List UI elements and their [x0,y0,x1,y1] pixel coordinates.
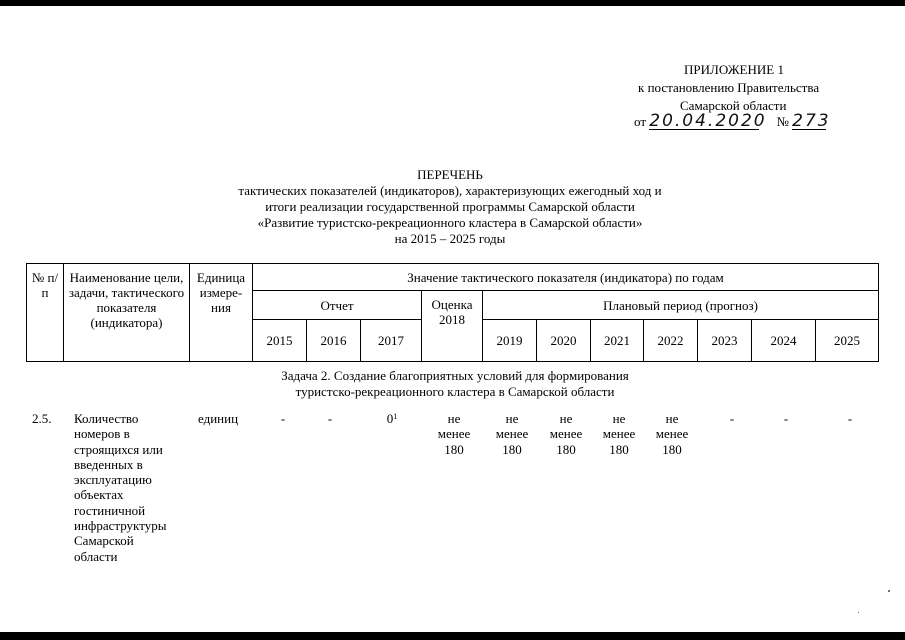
number-field [792,111,831,131]
value-2019 [424,411,484,457]
value-label-less-than: менее [495,426,529,442]
task-heading [200,368,710,399]
handwritten-number: 273 [792,111,831,131]
value-2024: - [783,411,789,426]
handwritten-date: 20.04.2020 [649,111,767,131]
year-2024: 2024 [752,320,816,362]
header-estimate: Оценка 2018 [422,291,483,362]
row-name-line: Самарской [74,533,134,549]
year-2025: 2025 [816,320,879,362]
value-label-less-than: менее [549,426,583,442]
year-2021: 2021 [591,320,644,362]
row-name-line: области [74,548,118,564]
header-report: Отчет [253,291,422,320]
title-line-1: тактических показателей (индикаторов), характеризующих ежегодный ход и [238,183,662,198]
year-2019: 2019 [483,320,537,362]
row-num: 2.5. [32,411,52,426]
value-number: 180 [662,441,682,457]
title-line-3: «Развитие туристско-рекреационного кластера в Самарской области» [257,215,643,230]
value-2025: - [847,411,853,426]
value-label-less-than: менее [437,426,471,442]
value-2022 [589,411,649,457]
row-name-line: строящихся или [74,441,163,457]
value-label-not: не [612,411,626,426]
indicator-table-header [26,263,879,362]
top-border [0,0,905,6]
header-plan: Плановый период (прогноз) [483,291,879,320]
year-2022: 2022 [644,320,698,362]
scan-speck [858,612,859,613]
value-number: 180 [444,441,464,457]
number-prefix: № [776,114,789,129]
value-2016: - [327,411,333,426]
row-name-line: объектах [74,487,124,503]
appendix-resolution: к постановлению Правительства [638,80,820,95]
value-label-not: не [447,411,461,426]
value-2017 [372,411,412,426]
row-name-line: инфраструктуры [74,518,167,534]
value-2021 [536,411,596,457]
header-name: Наименование цели, задачи, тактического показателя (индикатора) [64,264,190,362]
value-number: 180 [609,441,629,457]
row-unit: единиц [198,411,239,426]
value-label-less-than: менее [655,426,689,442]
row-name-line: гостиничной [74,502,146,518]
row-name [74,411,199,564]
year-2016: 2016 [307,320,361,362]
row-name-line: эксплуатацию [74,472,152,488]
value-number: 180 [502,441,522,457]
row-name-line: номеров в [74,426,130,442]
header-unit: Единица измере-ния [190,264,253,362]
task-line-2: туристско-рекреационного кластера в Самарской области [295,383,615,399]
year-2015: 2015 [253,320,307,362]
scan-speck [888,590,890,592]
value-label-not: не [559,411,573,426]
year-2020: 2020 [537,320,591,362]
appendix-date-line [634,111,854,136]
row-name-line: введенных в [74,456,143,472]
value-2017-number: 0 [386,411,394,426]
document-heading: ПЕРЕЧЕНЬ [417,167,483,182]
year-2017: 2017 [361,320,422,362]
value-2020 [482,411,542,457]
appendix-title: ПРИЛОЖЕНИЕ 1 [684,62,784,77]
header-num: № п/п [27,264,64,362]
row-name-line: Количество [74,411,139,426]
footnote-marker: 1 [393,412,398,421]
title-line-2: итоги реализации государственной программы Самарской области [265,199,635,214]
title-line-4: на 2015 – 2025 годы [394,231,506,246]
value-label-not: не [505,411,519,426]
value-2023-plan [642,411,702,457]
value-2015: - [280,411,286,426]
date-field [649,111,767,131]
value-label-less-than: менее [602,426,636,442]
value-number: 180 [556,441,576,457]
task-line-1: Задача 2. Создание благоприятных условий для формирования [281,368,629,383]
date-prefix: от [634,114,647,129]
header-values: Значение тактического показателя (индикатора) по годам [253,264,879,291]
bottom-border [0,632,905,640]
value-2023: - [729,411,735,426]
year-2023: 2023 [698,320,752,362]
value-label-not: не [665,411,679,426]
appendix-region: Самарской области [680,98,787,113]
